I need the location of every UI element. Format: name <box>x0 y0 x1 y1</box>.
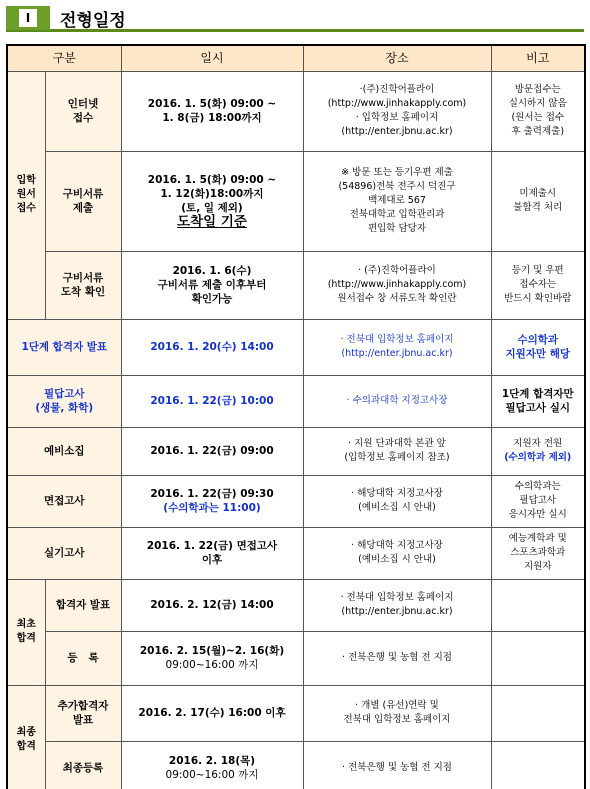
row-date: 2016. 1. 22(금) 09:00 <box>121 427 303 475</box>
row-date: 2016. 1. 22(금) 면접고사 이후 <box>121 527 303 579</box>
table-row <box>7 475 585 527</box>
row-label: 최종등록 <box>45 741 121 789</box>
row-date-cell <box>121 741 303 789</box>
row-label: 면접고사 <box>7 475 121 527</box>
table-row <box>7 151 585 251</box>
section-number: Ⅰ <box>19 9 37 27</box>
row-date: 2016. 1. 5(화) 09:00 ~ 1. 12(화)18:00까지 (토, 일 제외) <box>147 174 277 214</box>
row-date: 2016. 1. 5(화) 09:00 ~ 1. 8(금) 18:00까지 <box>121 71 303 151</box>
row-note <box>491 685 585 741</box>
row-place: · 전북대 입학정보 홈페이지 (http://enter.jbnu.ac.kr) <box>303 579 491 631</box>
row-label: 구비서류 도착 확인 <box>45 251 121 319</box>
row-place: ·(주)진학어플라이 (http://www.jinhakapply.com) · 입학정보 홈페이지 (http://enter.jbnu.ac.kr) <box>303 71 491 151</box>
table-row <box>7 251 585 319</box>
row-date: 2016. 1. 6(수) 구비서류 제출 이후부터 확인가능 <box>121 251 303 319</box>
section-title: 전형일정 <box>60 11 126 31</box>
row-label: 합격자 발표 <box>45 579 121 631</box>
group-label-final-pass: 최종 합격 <box>7 685 45 789</box>
row-note: 미제출시 불합격 처리 <box>491 151 585 251</box>
row-label: 추가합격자 발표 <box>45 685 121 741</box>
col-header-category: 구분 <box>7 45 121 71</box>
table-row <box>7 741 585 789</box>
row-note <box>491 631 585 685</box>
group-label-first-pass: 최초 합격 <box>7 579 45 685</box>
row-date-extra: (수의학과는 11:00) <box>163 502 261 514</box>
row-place: · 전북은행 및 농협 전 지점 <box>303 741 491 789</box>
row-date-extra: 09:00~16:00 까지 <box>165 659 259 671</box>
row-note <box>491 579 585 631</box>
table-row <box>7 375 585 427</box>
row-date: 2016. 1. 20(수) 14:00 <box>121 319 303 375</box>
table-header-row <box>7 45 585 71</box>
row-label: 구비서류 제출 <box>45 151 121 251</box>
row-note: 지원자 전원 <box>513 438 563 449</box>
table-row <box>7 527 585 579</box>
row-place: · 전북은행 및 농협 전 지점 <box>303 631 491 685</box>
row-date-emphasis: 도착일 기준 <box>177 214 247 230</box>
table-row <box>7 71 585 151</box>
row-place: · 개별 (유선)연락 및 전북대 입학정보 홈페이지 <box>303 685 491 741</box>
row-label: 실기고사 <box>7 527 121 579</box>
row-date: 2016. 2. 18(목) <box>168 754 256 767</box>
row-note: 방문접수는 실시하지 않음 (원서는 접수 후 출력제출) <box>491 71 585 151</box>
table-row <box>7 427 585 475</box>
row-label: 필답고사 (생물, 화학) <box>7 375 121 427</box>
row-label: 인터넷 접수 <box>45 71 121 151</box>
row-note-cell <box>491 427 585 475</box>
row-place: ※ 방문 또는 등기우편 제출 (54896)전북 전주시 덕진구 백제대로 567 전북대학교 입학관리과 편입학 담당자 <box>303 151 491 251</box>
section-number-badge <box>6 6 50 30</box>
row-note <box>491 741 585 789</box>
row-place: · 해당대학 지정고사장 (예비소집 시 안내) <box>303 475 491 527</box>
row-note-extra: (수의학과 제외) <box>504 452 572 463</box>
row-note: 1단계 합격자만 필답고사 실시 <box>491 375 585 427</box>
schedule-table <box>6 44 586 789</box>
table-row <box>7 579 585 631</box>
group-label-application: 입학 원서 접수 <box>7 71 45 319</box>
row-date: 2016. 2. 12(금) 14:00 <box>121 579 303 631</box>
row-date: 2016. 1. 22(금) 09:30 <box>150 488 274 500</box>
col-header-date: 일시 <box>121 45 303 71</box>
row-date-cell <box>121 475 303 527</box>
col-header-note: 비고 <box>491 45 585 71</box>
row-note: 수의학과는 필답고사 응시자만 실시 <box>491 475 585 527</box>
row-date: 2016. 2. 17(수) 16:00 이후 <box>121 685 303 741</box>
row-date: 2016. 2. 15(월)~2. 16(화) <box>139 645 285 657</box>
row-label: 예비소집 <box>7 427 121 475</box>
row-date: 2016. 1. 22(금) 10:00 <box>121 375 303 427</box>
section-header <box>6 4 584 32</box>
row-note: 수의학과 지원자만 해당 <box>491 319 585 375</box>
row-place: · 해당대학 지정고사장 (예비소집 시 안내) <box>303 527 491 579</box>
row-date-extra: 09:00~16:00 까지 <box>165 768 259 781</box>
row-place: · 지원 단과대학 본관 앞 (입학정보 홈페이지 참조) <box>303 427 491 475</box>
row-date-cell <box>121 151 303 251</box>
row-date-cell <box>121 631 303 685</box>
row-place: · 수의과대학 지정고사장 <box>303 375 491 427</box>
row-note: 예능계학과 및 스포츠과학과 지원자 <box>491 527 585 579</box>
row-place: · 전북대 입학정보 홈페이지 (http://enter.jbnu.ac.kr) <box>303 319 491 375</box>
table-row <box>7 631 585 685</box>
table-row <box>7 319 585 375</box>
col-header-place: 장소 <box>303 45 491 71</box>
table-row <box>7 685 585 741</box>
row-note: 등기 및 우편 접수자는 반드시 확인바람 <box>491 251 585 319</box>
row-label: 등 록 <box>45 631 121 685</box>
row-place: · (주)진학어플라이 (http://www.jinhakapply.com) 원서접수 창 서류도착 확인란 <box>303 251 491 319</box>
row-label: 1단계 합격자 발표 <box>7 319 121 375</box>
